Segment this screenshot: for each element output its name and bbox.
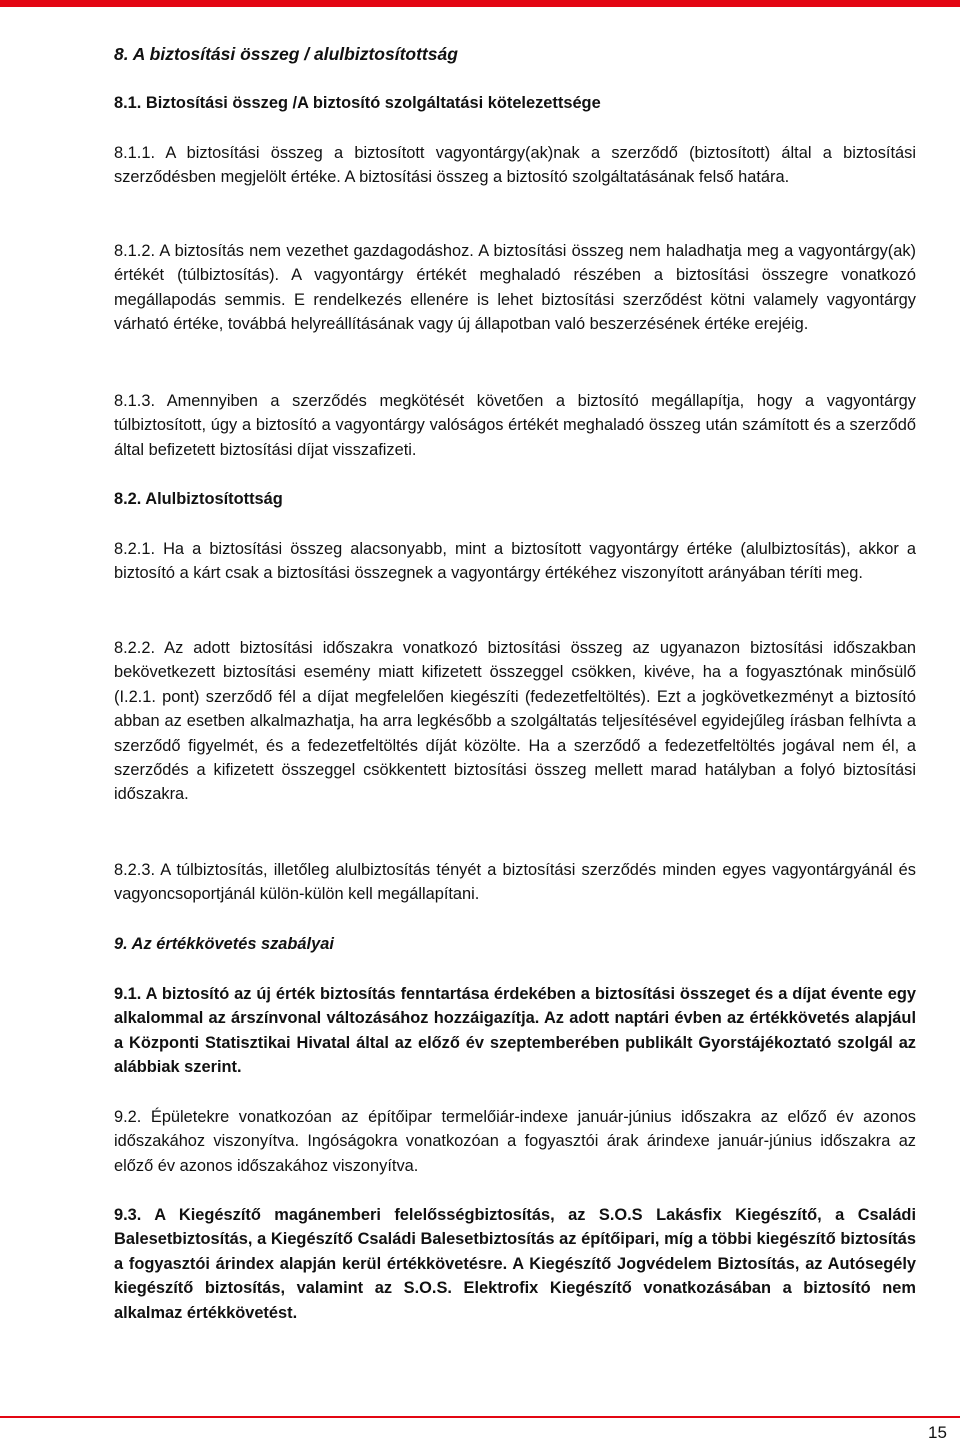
top-accent-bar xyxy=(0,0,960,7)
paragraph-9-1: 9.1. A biztosító az új érték biztosítás fenntartása érdekében a biztosítási összeget és a díjat évente egy alkalommal az árszínvonal változásához hozzáigazítja. Az adott naptári évben az értékkövetés alapjául a Központi Statisztikai Hivatal által az előző év szeptemberében publikált Gyorstájékoztató szolgál az alábbiak szerint. xyxy=(114,985,916,1077)
paragraph-8-2-3: 8.2.3. A túlbiztosítás, illetőleg alulbiztosítás tényét a biztosítási szerződés minden egyes vagyontárgyánál és vagyoncsoportjánál külön-külön kell megállapítani. xyxy=(114,861,916,904)
paragraph-8-2-2: 8.2.2. Az adott biztosítási időszakra vonatkozó biztosítási összeg az ugyanazon biztosítási időszakban bekövetkezett biztosítási esemény miatt kifizetett összeggel csökken, kivéve, ha a fogyasztónak minősülő (I.2.1. pont) szerződő fél a díjat megfelelően kiegészíti (fedezetfeltöltés). Ezt a jogkövetkezményt a biztosító abban az esetben alkalmazhatja, ha arra legkésőbb a szolgáltatás teljesítésével egyidejűleg írásban felhívta a szerződő figyelmét, és a fedezetfeltöltés díját közölte. Ha a szerződő a fedezetfeltöltés jogával nem él, a szerződés a kifizetett összeggel csökkentett biztosítási összeg mellett marad hatályban a folyó biztosítási időszakra. xyxy=(114,639,916,804)
section-9-title: 9. Az értékkövetés szabályai xyxy=(114,935,334,953)
paragraph-8-1-2: 8.1.2. A biztosítás nem vezethet gazdagodáshoz. A biztosítási összeg nem haladhatja meg a vagyontárgy(ak) értékét (túlbiztosítás). A vagyontárgy értékét meghaladó részében a biztosítási összegre vonatkozó megállapodás semmis. E rendelkezés ellenére is lehet biztosítási szerződést kötni valamely vagyontárgy várható értéke, továbbá helyreállításának vagy új állapotban való beszerzésének értéke erejéig. xyxy=(114,242,916,334)
paragraph-8-1-1: 8.1.1. A biztosítási összeg a biztosított vagyontárgy(ak)nak a szerződő (biztosított) által a biztosítási szerződésben megjelölt értéke. A biztosítási összeg a biztosító szolgáltatásának felső határa. xyxy=(114,144,916,187)
section-8-title: 8. A biztosítási összeg / alulbiztosítottság xyxy=(114,44,458,64)
footer-rule xyxy=(0,1416,960,1418)
paragraph-8-2-1: 8.2.1. Ha a biztosítási összeg alacsonyabb, mint a biztosított vagyontárgy értéke (alulbiztosítás), akkor a biztosító a kárt csak a biztosítási összegnek a vagyontárgy értékéhez viszonyított arányában téríti meg. xyxy=(114,540,916,583)
paragraph-9-2: 9.2. Épületekre vonatkozóan az építőipar termelőiár-indexe január-június időszakra az előző év azonos időszakához viszonyítva. Ingóságokra vonatkozóan a fogyasztói árak árindexe január-június időszakra az előző év azonos időszakához viszonyítva. xyxy=(114,1108,916,1175)
section-8-2-heading: 8.2. Alulbiztosítottság xyxy=(114,490,283,508)
paragraph-8-1-3: 8.1.3. Amennyiben a szerződés megkötését követően a biztosító megállapítja, hogy a vagyontárgy túlbiztosított, úgy a biztosító a vagyontárgy valóságos értékét meghaladó összeg után számított és a szerződő által befizetett biztosítási díjat visszafizeti. xyxy=(114,392,916,459)
page-number: 15 xyxy=(928,1423,947,1442)
paragraph-9-3: 9.3. A Kiegészítő magánemberi felelősségbiztosítás, az S.O.S Lakásfix Kiegészítő, a Családi Balesetbiztosítás, a Kiegészítő Családi Balesetbiztosítás az építőipari, míg a többi kiegészítő biztosítás a fogyasztói árindex alapján kerül értékkövetésre. A Kiegészítő Jogvédelem Biztosítás, az Autósegély kiegészítő biztosítás, valamint az S.O.S. Elektrofix Kiegészítő vonatkozásában a biztosító nem alkalmaz értékkövetést. xyxy=(114,1206,916,1322)
section-8-1-heading: 8.1. Biztosítási összeg /A biztosító szolgáltatási kötelezettsége xyxy=(114,94,601,112)
